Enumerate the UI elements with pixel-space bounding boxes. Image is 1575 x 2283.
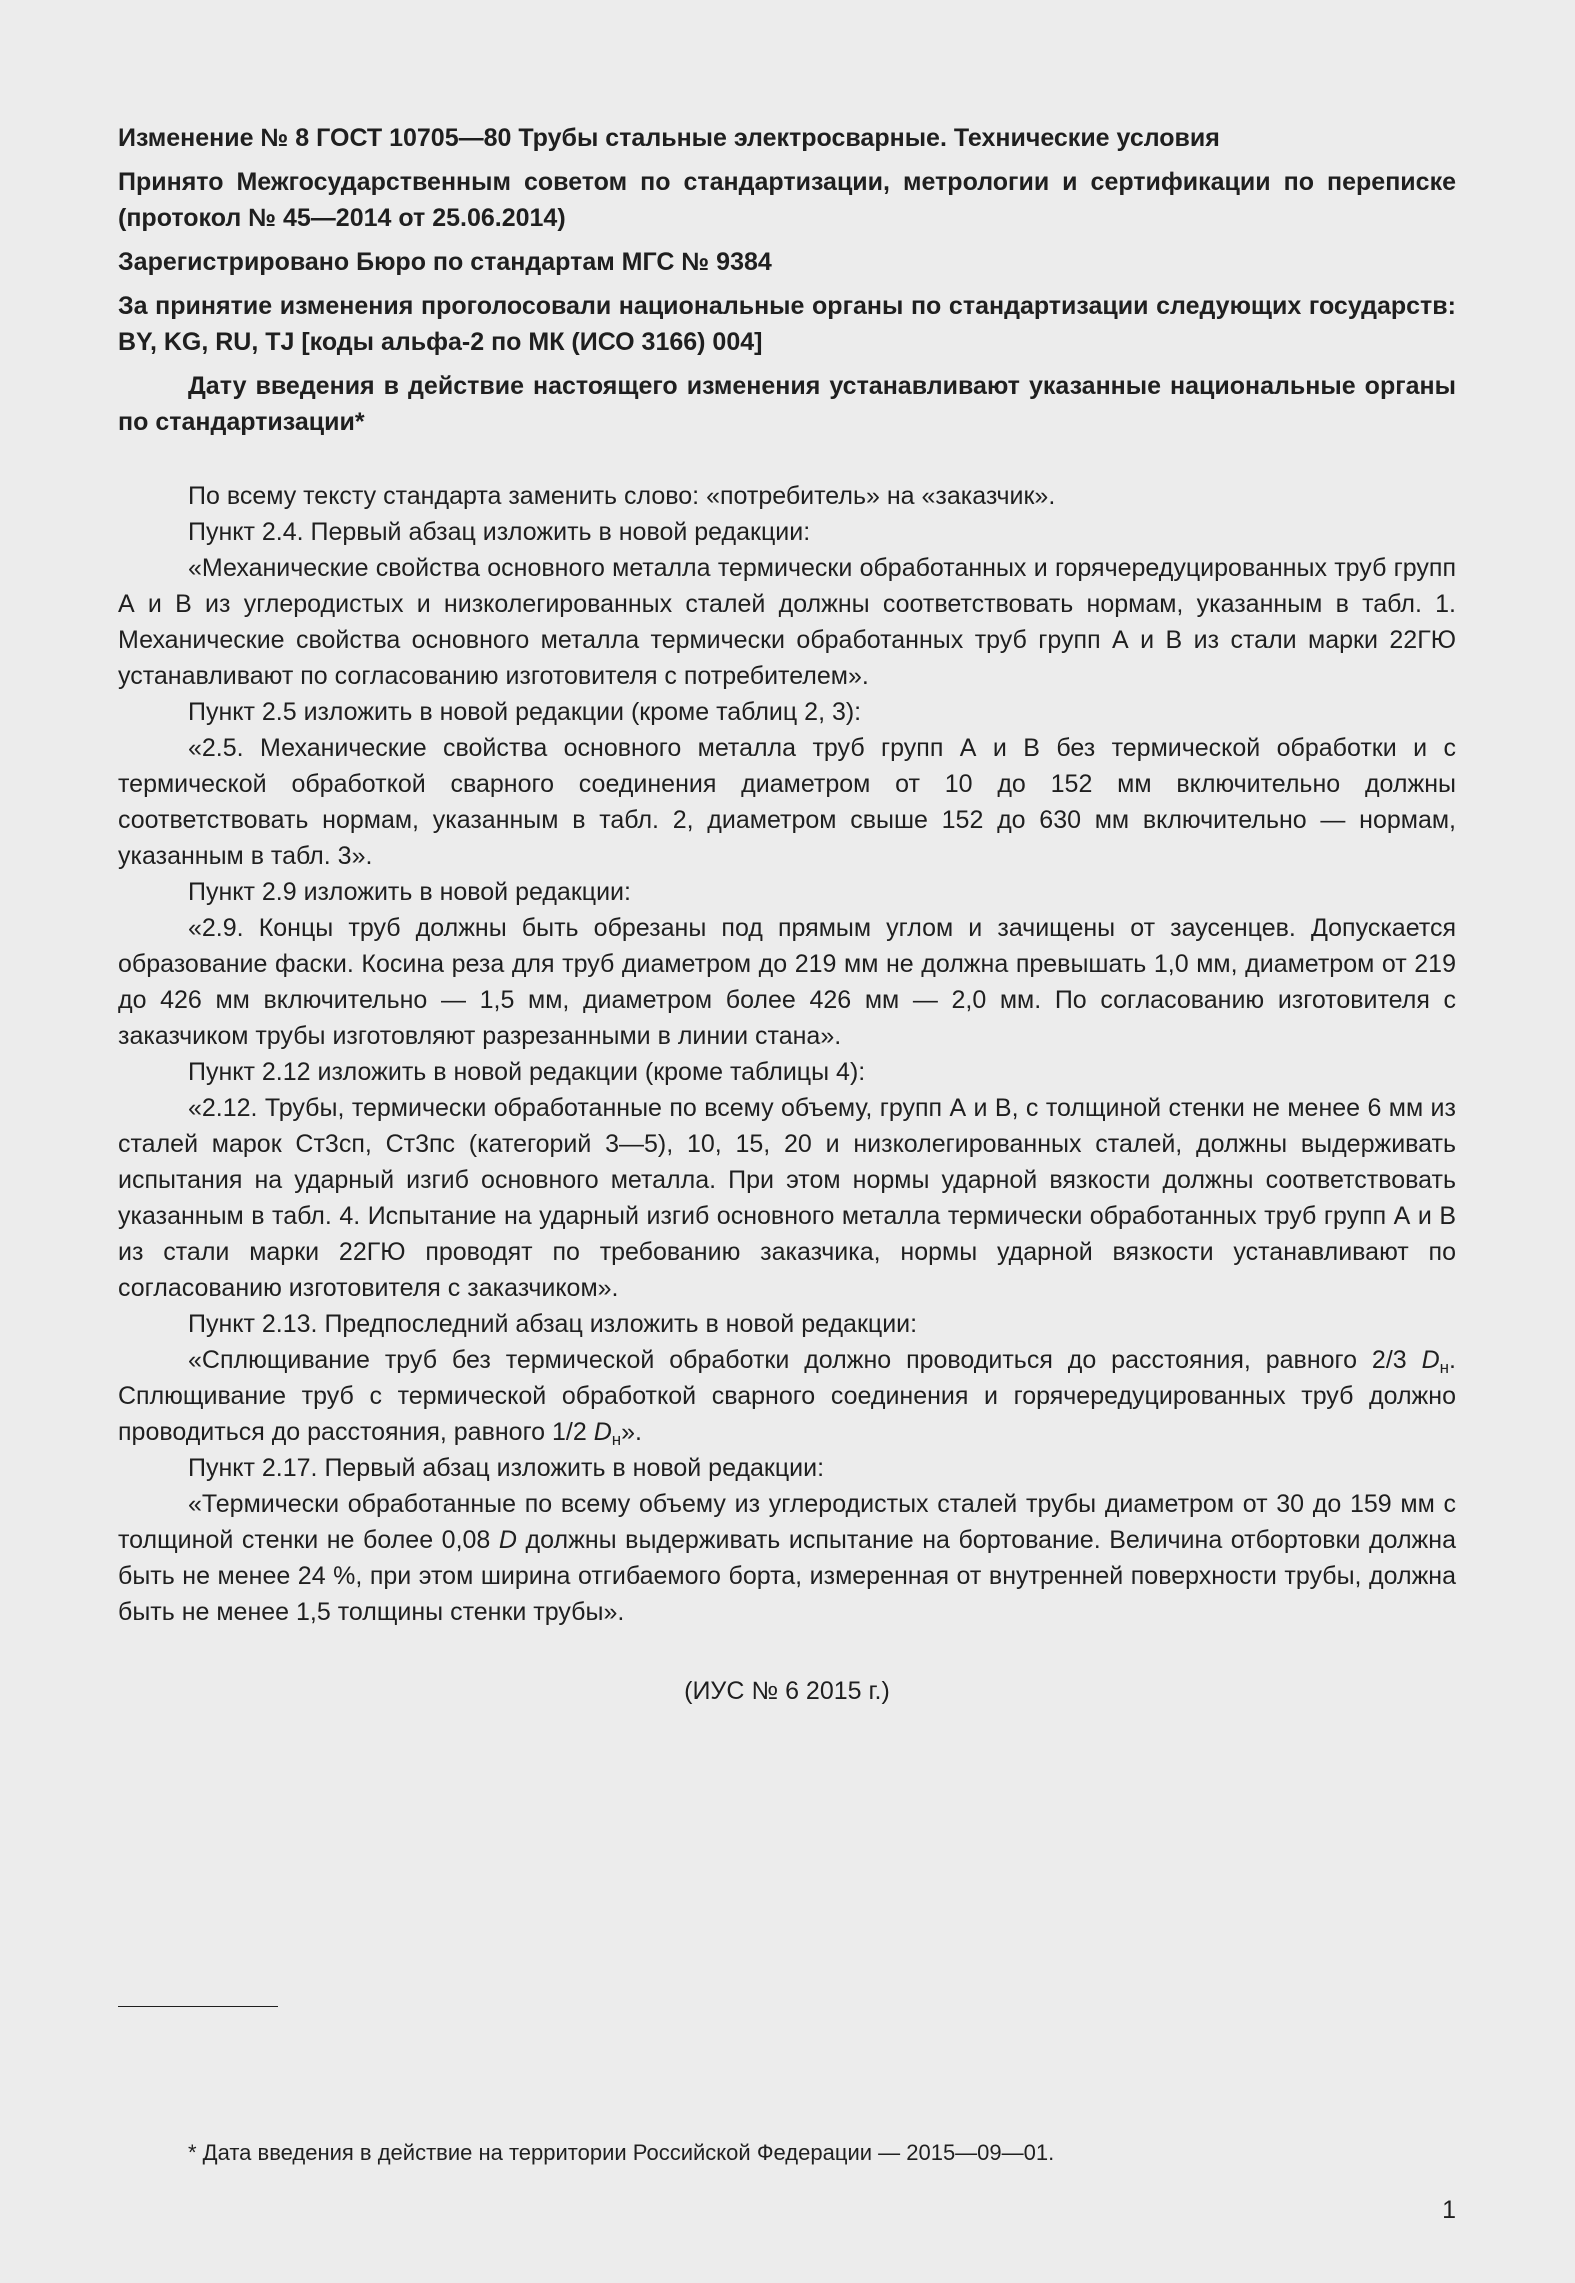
paragraph: «2.5. Механические свойства основного металла труб групп А и В без термической обработки и с термической обработкой сварного соединения диаметром от 10 до 152 мм включительно должны соответствовать нормам, указанным в табл. 2, диаметром свыше 152 до 630 мм включительно — нормам, указанным в табл. 3». [118, 734, 1456, 870]
subscript-n: н [1439, 1358, 1450, 1377]
paragraph: Пункт 2.17. Первый абзац изложить в новой редакции: [188, 1454, 825, 1482]
effective-date-note: Дату введения в действие настоящего изменения устанавливают указанные национальные органы по стандартизации* [118, 372, 1456, 436]
document-page [118, 120, 1456, 2224]
paragraph: «Механические свойства основного металла термически обработанных и горячередуцированных труб групп А и В из углеродистых и низколегированных сталей должны соответствовать нормам, указанным в табл. 1. Механические свойства основного металла термически обработанных труб групп А и В из стали марки 22ГЮ устанавливают по согласованию изготовителя с потребителем». [118, 554, 1456, 690]
ius-reference: (ИУС № 6 2015 г.) [684, 1677, 890, 1705]
footnote: * Дата введения в действие на территории Российской Федерации — 2015—09—01. [188, 2140, 1055, 2165]
adoption-note: Принято Межгосударственным советом по стандартизации, метрологии и сертификации по переписке (протокол № 45—2014 от 25.06.2014) [118, 168, 1456, 232]
text-run: должны выдерживать испытание на бортование. Величина отбортовки должна быть не менее 24 %, при этом ширина отгибаемого борта, измеренная от внутренней поверхности трубы, должна быть не менее 1,5 толщины стенки трубы». [118, 1526, 1456, 1626]
paragraph [118, 1486, 1456, 1630]
voting-note: За принятие изменения проголосовали национальные органы по стандартизации следующих государств: BY, KG, RU, TJ [коды альфа-2 по МК (ИСО 3166) 004] [118, 292, 1456, 356]
variable-d: D [498, 1526, 517, 1554]
paragraph: Пункт 2.12 изложить в новой редакции (кроме таблицы 4): [188, 1058, 866, 1086]
paragraph: «2.12. Трубы, термически обработанные по всему объему, групп А и В, с толщиной стенки не менее 6 мм из сталей марок Ст3сп, Ст3пс (категорий 3—5), 10, 15, 20 и низколегированных сталей, должны выдерживать испытания на ударный изгиб основного металла. При этом нормы ударной вязкости должны соответствовать указанным в табл. 4. Испытание на ударный изгиб основного металла термически обработанных труб групп А и В из стали марки 22ГЮ проводят по требованию заказчика, нормы ударной вязкости устанавливают по согласованию изготовителя с заказчиком». [118, 1094, 1456, 1302]
paragraph [118, 1342, 1456, 1450]
text-run: . Сплющивание труб с термической обработкой сварного соединения и горячередуцированных труб должно проводиться до расстояния, равного 1/2 [118, 1346, 1456, 1446]
registration-note: Зарегистрировано Бюро по стандартам МГС № 9384 [118, 248, 772, 276]
paragraph: Пункт 2.9 изложить в новой редакции: [188, 878, 631, 906]
amendment-body [118, 478, 1456, 1630]
text-run: «Термически обработанные по всему объему из углеродистых сталей трубы диаметром от 30 до 159 мм с толщиной стенки не более 0,08 [118, 1490, 1456, 1554]
variable-d: D [1421, 1346, 1440, 1374]
variable-d: D [593, 1418, 612, 1446]
paragraph: По всему тексту стандарта заменить слово: «потребитель» на «заказчик». [188, 482, 1056, 510]
subscript-n: н [611, 1430, 622, 1449]
document-title: Изменение № 8 ГОСТ 10705—80 Трубы стальные электросварные. Технические условия [118, 124, 1220, 152]
footnote-divider [118, 2006, 278, 2007]
page-number: 1 [1442, 2196, 1456, 2224]
paragraph: Пункт 2.4. Первый абзац изложить в новой редакции: [188, 518, 811, 546]
paragraph: Пункт 2.13. Предпоследний абзац изложить в новой редакции: [188, 1310, 918, 1338]
text-run: ». [621, 1418, 642, 1446]
paragraph: Пункт 2.5 изложить в новой редакции (кроме таблиц 2, 3): [188, 698, 862, 726]
paragraph: «2.9. Концы труб должны быть обрезаны под прямым углом и зачищены от заусенцев. Допускается образование фаски. Косина реза для труб диаметром до 219 мм не должна превышать 1,0 мм, диаметром от 219 до 426 мм включительно — 1,5 мм, диаметром более 426 мм — 2,0 мм. По согласованию изготовителя с заказчиком трубы изготовляют разрезанными в линии стана». [118, 914, 1456, 1050]
text-run: «Сплющивание труб без термической обработки должно проводиться до расстояния, равного 2/3 [188, 1346, 1422, 1374]
